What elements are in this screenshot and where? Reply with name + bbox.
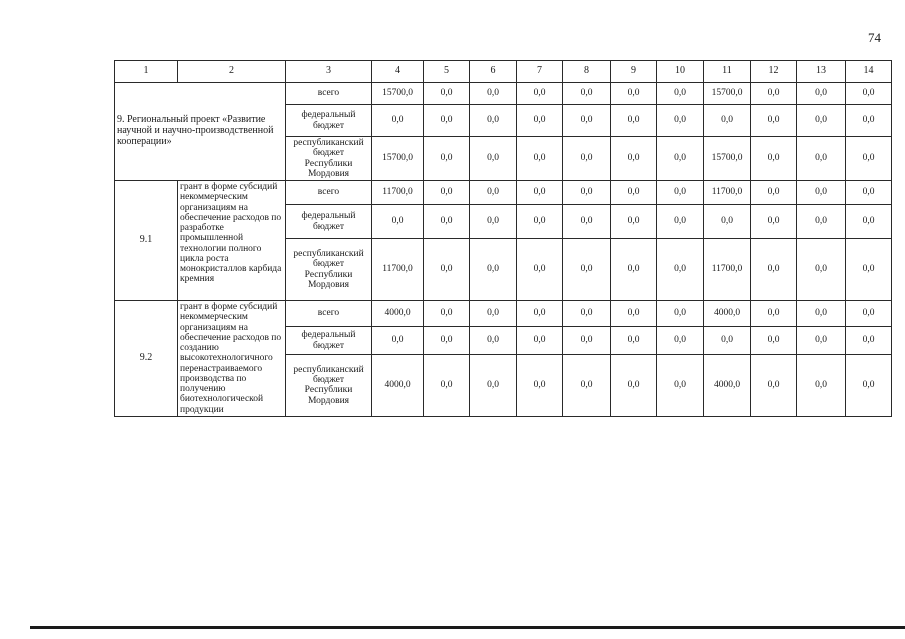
value-cell: 0,0 bbox=[751, 205, 797, 239]
project-name: 9. Региональный проект «Развитие научной и научно-производственной кооперации» bbox=[115, 83, 286, 181]
value-cell: 0,0 bbox=[797, 239, 846, 301]
funding-source: всего bbox=[286, 181, 372, 205]
value-cell: 0,0 bbox=[751, 105, 797, 137]
column-header: 5 bbox=[424, 61, 470, 83]
value-cell: 0,0 bbox=[657, 137, 704, 181]
value-cell: 0,0 bbox=[797, 355, 846, 417]
table-row bbox=[115, 301, 892, 327]
value-cell: 0,0 bbox=[797, 105, 846, 137]
value-cell: 0,0 bbox=[372, 205, 424, 239]
value-cell: 0,0 bbox=[372, 105, 424, 137]
value-cell: 0,0 bbox=[424, 105, 470, 137]
funding-source: всего bbox=[286, 301, 372, 327]
value-cell: 0,0 bbox=[751, 301, 797, 327]
page-number: 74 bbox=[868, 30, 881, 45]
header-row bbox=[115, 61, 892, 83]
column-header: 1 bbox=[115, 61, 178, 83]
value-cell: 0,0 bbox=[424, 327, 470, 355]
value-cell: 0,0 bbox=[846, 105, 892, 137]
column-header: 3 bbox=[286, 61, 372, 83]
page-bottom-rule bbox=[30, 626, 905, 629]
funding-source: всего bbox=[286, 83, 372, 105]
value-cell: 0,0 bbox=[797, 137, 846, 181]
value-cell: 0,0 bbox=[657, 355, 704, 417]
table-row bbox=[115, 181, 892, 205]
value-cell: 0,0 bbox=[611, 181, 657, 205]
value-cell: 0,0 bbox=[424, 83, 470, 105]
column-header: 13 bbox=[797, 61, 846, 83]
value-cell: 11700,0 bbox=[372, 181, 424, 205]
value-cell: 0,0 bbox=[846, 301, 892, 327]
value-cell: 4000,0 bbox=[372, 301, 424, 327]
column-header: 6 bbox=[470, 61, 517, 83]
column-header: 8 bbox=[563, 61, 611, 83]
value-cell: 0,0 bbox=[563, 181, 611, 205]
value-cell: 0,0 bbox=[517, 327, 563, 355]
value-cell: 0,0 bbox=[517, 205, 563, 239]
value-cell: 0,0 bbox=[751, 239, 797, 301]
value-cell: 0,0 bbox=[704, 205, 751, 239]
value-cell: 0,0 bbox=[424, 355, 470, 417]
column-header: 7 bbox=[517, 61, 563, 83]
value-cell: 4000,0 bbox=[704, 355, 751, 417]
value-cell: 15700,0 bbox=[372, 137, 424, 181]
grant-description: грант в форме субсидий некоммерческим организациям на обеспечение расходов по разработке промышленной технологии полного цикла роста монокристаллов карбида кремния bbox=[178, 181, 286, 301]
value-cell: 0,0 bbox=[657, 181, 704, 205]
funding-source: республиканский бюджет Республики Мордовия bbox=[286, 239, 372, 301]
value-cell: 0,0 bbox=[563, 137, 611, 181]
item-number: 9.1 bbox=[115, 181, 178, 301]
budget-table bbox=[114, 60, 892, 417]
funding-source: республиканский бюджет Республики Мордовия bbox=[286, 355, 372, 417]
value-cell: 0,0 bbox=[563, 327, 611, 355]
value-cell: 0,0 bbox=[424, 301, 470, 327]
value-cell: 0,0 bbox=[470, 355, 517, 417]
value-cell: 0,0 bbox=[611, 355, 657, 417]
value-cell: 0,0 bbox=[846, 181, 892, 205]
value-cell: 0,0 bbox=[517, 137, 563, 181]
funding-source: республиканский бюджет Республики Мордовия bbox=[286, 137, 372, 181]
column-header: 2 bbox=[178, 61, 286, 83]
value-cell: 0,0 bbox=[563, 105, 611, 137]
column-header: 9 bbox=[611, 61, 657, 83]
value-cell: 0,0 bbox=[846, 83, 892, 105]
value-cell: 4000,0 bbox=[704, 301, 751, 327]
value-cell: 0,0 bbox=[424, 239, 470, 301]
value-cell: 0,0 bbox=[470, 205, 517, 239]
value-cell: 0,0 bbox=[470, 327, 517, 355]
value-cell: 0,0 bbox=[611, 83, 657, 105]
funding-source: федеральный бюджет bbox=[286, 327, 372, 355]
value-cell: 0,0 bbox=[797, 301, 846, 327]
value-cell: 0,0 bbox=[846, 137, 892, 181]
value-cell: 0,0 bbox=[751, 83, 797, 105]
value-cell: 0,0 bbox=[470, 83, 517, 105]
value-cell: 0,0 bbox=[424, 137, 470, 181]
item-number: 9.2 bbox=[115, 301, 178, 417]
value-cell: 0,0 bbox=[470, 239, 517, 301]
value-cell: 0,0 bbox=[657, 239, 704, 301]
value-cell: 0,0 bbox=[563, 205, 611, 239]
value-cell: 0,0 bbox=[657, 105, 704, 137]
value-cell: 15700,0 bbox=[704, 137, 751, 181]
value-cell: 0,0 bbox=[657, 83, 704, 105]
value-cell: 0,0 bbox=[563, 301, 611, 327]
value-cell: 0,0 bbox=[846, 327, 892, 355]
value-cell: 11700,0 bbox=[704, 239, 751, 301]
value-cell: 0,0 bbox=[751, 355, 797, 417]
value-cell: 0,0 bbox=[372, 327, 424, 355]
value-cell: 0,0 bbox=[611, 137, 657, 181]
funding-source: федеральный бюджет bbox=[286, 205, 372, 239]
value-cell: 0,0 bbox=[563, 83, 611, 105]
value-cell: 0,0 bbox=[751, 137, 797, 181]
value-cell: 0,0 bbox=[470, 181, 517, 205]
value-cell: 0,0 bbox=[657, 205, 704, 239]
value-cell: 0,0 bbox=[424, 181, 470, 205]
column-header: 10 bbox=[657, 61, 704, 83]
column-header: 11 bbox=[704, 61, 751, 83]
grant-description: грант в форме субсидий некоммерческим организациям на обеспечение расходов по созданию высокотехнологичного перенастраиваемого производства по получению биотехнологической продукции bbox=[178, 301, 286, 417]
value-cell: 0,0 bbox=[611, 105, 657, 137]
column-header: 4 bbox=[372, 61, 424, 83]
value-cell: 0,0 bbox=[611, 205, 657, 239]
value-cell: 0,0 bbox=[751, 327, 797, 355]
value-cell: 0,0 bbox=[797, 83, 846, 105]
value-cell: 0,0 bbox=[611, 327, 657, 355]
value-cell: 0,0 bbox=[563, 355, 611, 417]
value-cell: 15700,0 bbox=[372, 83, 424, 105]
column-header: 12 bbox=[751, 61, 797, 83]
value-cell: 0,0 bbox=[517, 301, 563, 327]
value-cell: 0,0 bbox=[517, 105, 563, 137]
value-cell: 11700,0 bbox=[372, 239, 424, 301]
value-cell: 0,0 bbox=[470, 137, 517, 181]
value-cell: 11700,0 bbox=[704, 181, 751, 205]
value-cell: 0,0 bbox=[517, 181, 563, 205]
value-cell: 0,0 bbox=[470, 105, 517, 137]
value-cell: 0,0 bbox=[517, 239, 563, 301]
value-cell: 0,0 bbox=[797, 205, 846, 239]
value-cell: 0,0 bbox=[751, 181, 797, 205]
value-cell: 0,0 bbox=[563, 239, 611, 301]
funding-source: федеральный бюджет bbox=[286, 105, 372, 137]
value-cell: 0,0 bbox=[657, 301, 704, 327]
value-cell: 0,0 bbox=[797, 181, 846, 205]
value-cell: 0,0 bbox=[470, 301, 517, 327]
value-cell: 0,0 bbox=[846, 355, 892, 417]
value-cell: 0,0 bbox=[704, 327, 751, 355]
value-cell: 0,0 bbox=[846, 205, 892, 239]
column-header: 14 bbox=[846, 61, 892, 83]
value-cell: 0,0 bbox=[424, 205, 470, 239]
value-cell: 15700,0 bbox=[704, 83, 751, 105]
value-cell: 4000,0 bbox=[372, 355, 424, 417]
value-cell: 0,0 bbox=[846, 239, 892, 301]
value-cell: 0,0 bbox=[657, 327, 704, 355]
value-cell: 0,0 bbox=[704, 105, 751, 137]
value-cell: 0,0 bbox=[611, 301, 657, 327]
table-row bbox=[115, 83, 892, 105]
value-cell: 0,0 bbox=[517, 355, 563, 417]
value-cell: 0,0 bbox=[611, 239, 657, 301]
value-cell: 0,0 bbox=[517, 83, 563, 105]
value-cell: 0,0 bbox=[797, 327, 846, 355]
